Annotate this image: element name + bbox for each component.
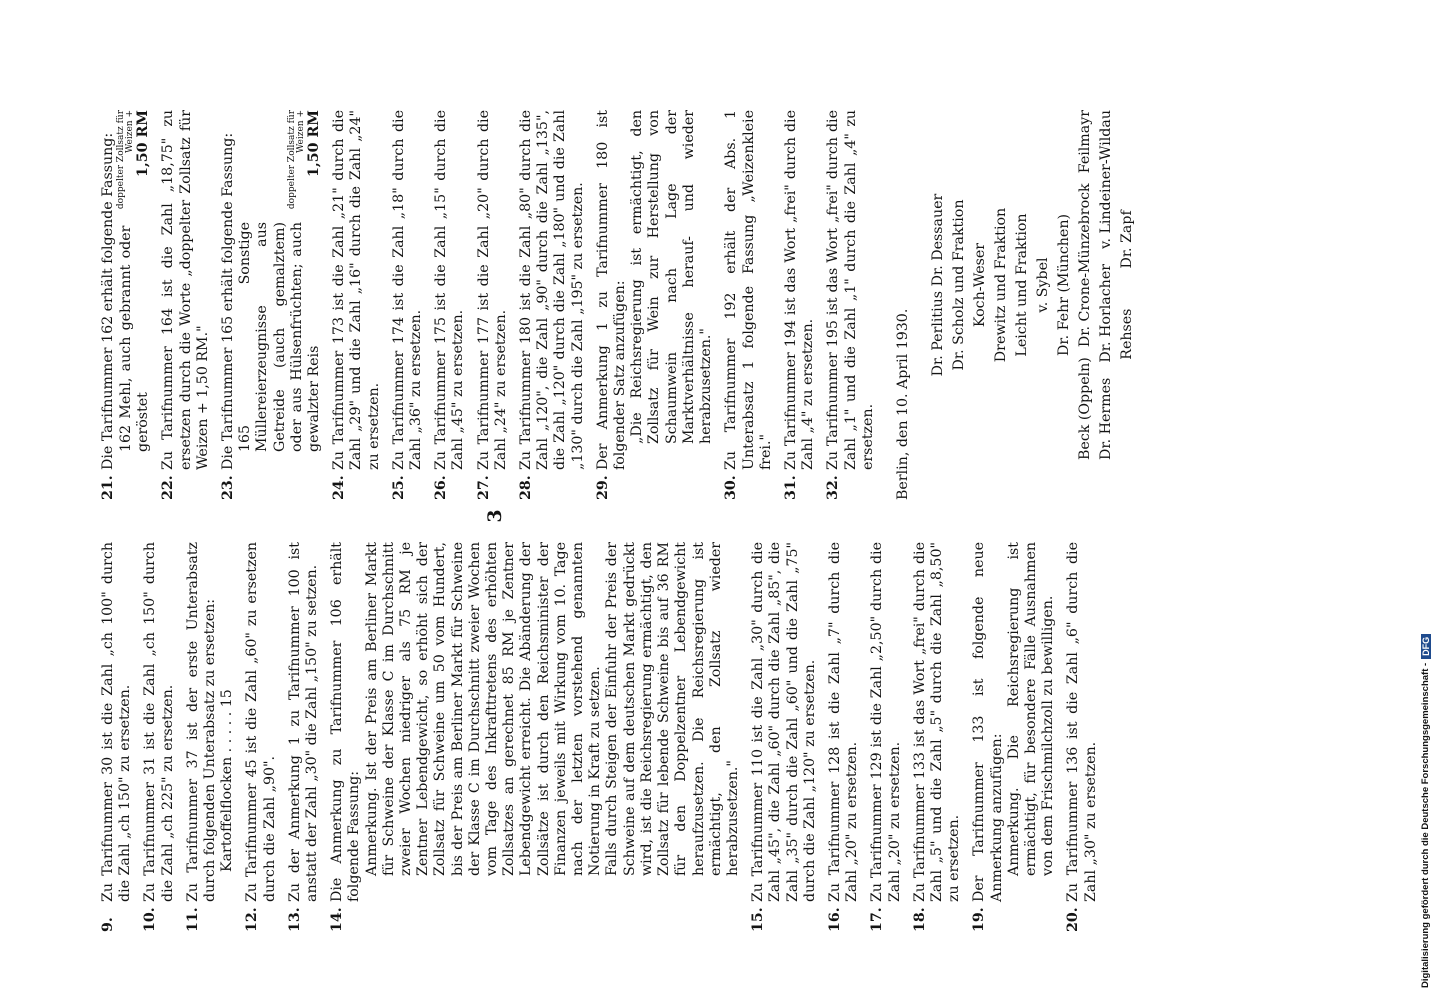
signatory-name: Rehses — [1119, 308, 1136, 360]
rotated-page-stage — [92, 92, 1312, 940]
signatory-row — [1117, 110, 1138, 460]
list-item: 20. Zu Tarifnummer 136 ist die Zahl „6" durch die Zahl „30" zu ersetzen. — [1065, 542, 1099, 932]
list-item: 19. Der Tarifnummer 133 ist folgende neue Anmerkung anzufügen: Anmerkung. Die Reichsregierung ist ermächtigt, für besondere Fälle Ausnahmen von dem Frischmilchzoll zu bewilligen. — [971, 542, 1057, 932]
signatory-name: Dr. Crone-Münzebrock — [1077, 183, 1094, 348]
annotation-quote: Anmerkung. Ist der Preis am Berliner Markt für Schweine der Klasse C im Durchschnitt zweier Wochen niedriger als 75 RM je Zentner Lebendgewicht, so erhöht sich der Zollsatz für Schweine um 50 vom Hundert, bis der Preis am Berliner Markt für Schweine der Klasse C im Durchschnitt zweier Wochen vom Tage des Inkrafttretens des erhöhten Zollsatzes an gerechnet 85 RM je Zentner Lebendgewicht erreicht. Die Abänderung der Zollsätze ist durch den Reichsminister der Finanzen jeweils mit Wirkung vom 10. Tage nach der letzten vorstehend genannten Notierung in Kraft zu setzen. Falls durch Steigen der Einfuhr der Preis der Schweine auf dem deutschen Markt gedrückt wird, ist die Reichsregierung ermächtigt, den Zollsatz für lebende Schweine bis auf 36 RM für den Doppelzentner Lebendgewicht heraufzusetzen. Die Reichsregierung ist ermächtigt, den Zollsatz wieder herabzusetzen." — [363, 542, 741, 876]
document-page — [92, 92, 1312, 940]
signatories-block — [928, 110, 1138, 460]
list-item: 27. Zu Tarifnummer 177 ist die Zahl „20" durch die Zahl „24" zu ersetzen. — [475, 110, 509, 500]
tariff-row: 165 Sonstige Müllereierzeugnisse aus Getreide (auch gemalztem) oder aus Hülsenfrüchten; auch gewalzter Reis doppelter Zollsatz für Weizen + 1,50 RM — [237, 110, 323, 452]
annotation-quote: „Die Reichsregierung ist ermächtigt, den Zollsatz für Wein zur Herstellung von Schaumwein nach Lage der Marktverhältnisse herauf- und wieder herabzusetzen." — [629, 110, 715, 444]
list-item: 31. Zu Tarifnummer 194 ist das Wort „frei" durch die Zahl „4" zu ersetzen. — [782, 110, 817, 500]
list-item: 26. Zu Tarifnummer 175 ist die Zahl „15" durch die Zahl „45" zu ersetzen. — [433, 110, 467, 500]
list-item: 11. Zu Tarifnummer 37 ist der erste Unterabsatz durch folgenden Unterabsatz zu ersetzen: Kartoffelflocken . . . . . 15 — [184, 542, 236, 932]
list-item: 23. Die Tarifnummer 165 erhält folgende Fassung: 165 Sonstige Müllereierzeugnisse aus Getreide (auch gemalztem) oder aus Hülsenfrüchten; auch gewalzter Reis doppelter Zollsatz für Weizen + 1,50 RM — [220, 110, 323, 500]
tariff-row: 162 Mehl, auch gebrannt oder geröstet doppelter Zollsatz für Weizen + 1,50 RM — [116, 110, 152, 452]
signatory-line: Dr. Perlitius Dr. Dessauer — [930, 193, 947, 377]
page-number: 3 — [484, 509, 506, 523]
signatory-row — [1096, 110, 1117, 460]
signatory-name: Dr. Hermes — [1098, 377, 1115, 460]
list-item: 30. Zu Tarifnummer 192 erhält der Abs. 1 Unterabsatz 1 folgende Fassung „Weizenkleie frei." — [723, 110, 774, 500]
signatory-name: Beck (Oppeln) — [1077, 357, 1094, 460]
digitization-credit: Digitalisierung gefördert durch die Deutsche Forschungsgemeinschaft - DFG — [1420, 634, 1431, 988]
list-item: 16. Zu Tarifnummer 128 ist die Zahl „7" durch die Zahl „20" zu ersetzen. — [826, 542, 861, 932]
list-item: 32. Zu Tarifnummer 195 ist das Wort „frei" durch die Zahl „1" und die Zahl „1" durch die Zahl „4" zu ersetzen. — [825, 110, 876, 500]
signatory-row — [1075, 110, 1096, 460]
right-column — [100, 110, 1138, 500]
signatory-name: v. Lindeiner-Wildau — [1098, 110, 1115, 249]
list-item: 21. Die Tarifnummer 162 erhält folgende Fassung: 162 Mehl, auch gebrannt oder geröstet doppelter Zollsatz für Weizen + 1,50 RM — [100, 110, 152, 500]
signatory-name: Feilmayr — [1077, 110, 1094, 174]
list-item: 9. Zu Tarifnummer 30 ist die Zahl „ch 100" durch die Zahl „ch 150" zu ersetzen. — [100, 542, 134, 932]
list-item: 13. Zu der Anmerkung 1 zu Tarifnummer 100 ist anstatt der Zahl „30" die Zahl „150" zu setzen. — [286, 542, 321, 932]
signatory-line: v. Sybel — [1035, 257, 1052, 313]
list-item: 14. Die Anmerkung zu Tarifnummer 106 erhält folgende Fassung: Anmerkung. Ist der Preis am Berliner Markt für Schweine der Klasse C im Durchschnitt zweier Wochen niedriger als 75 RM je Zentner Lebendgewicht, so erhöht sich der Zollsatz für Schweine um 50 vom Hundert, bis der Preis am Berliner Markt für Schweine der Klasse C im Durchschnitt zweier Wochen vom Tage des Inkrafttretens des erhöhten Zollsatzes an gerechnet 85 RM je Zentner Lebendgewicht erreicht. Die Abänderung der Zollsätze ist durch den Reichsminister der Finanzen jeweils mit Wirkung vom 10. Tage nach der letzten vorstehend genannten Notierung in Kraft zu setzen. Falls durch Steigen der Einfuhr der Preis der Schweine auf dem deutschen Markt gedrückt wird, ist die Reichsregierung ermächtigt, den Zollsatz für lebende Schweine bis auf 36 RM für den Doppelzentner Lebendgewicht heraufzusetzen. Die Reichsregierung ist ermächtigt, den Zollsatz wieder herabzusetzen." — [329, 542, 741, 932]
signatory-name: Dr. Zapf — [1119, 210, 1136, 269]
signatory-line: Drewitz und Fraktion — [993, 207, 1010, 363]
list-item: 25. Zu Tarifnummer 174 ist die Zahl „18" durch die Zahl „36" zu ersetzen. — [390, 110, 425, 500]
left-column — [100, 542, 1108, 932]
document-date: Berlin, den 10. April 1930. — [894, 308, 911, 500]
list-item: 29. Der Anmerkung 1 zu Tarifnummer 180 ist folgender Satz anzufügen: „Die Reichsregierung ist ermächtigt, den Zollsatz für Wein zur Herstellung von Schaumwein nach Lage der Marktverhältnisse herauf- und wieder herabzusetzen." — [594, 110, 715, 500]
signatory-name: Dr. Horlacher — [1098, 264, 1115, 363]
list-item: 10. Zu Tarifnummer 31 ist die Zahl „ch 150" durch die Zahl „ch 225" zu ersetzen. — [142, 542, 176, 932]
annotation-quote: Anmerkung. Die Reichsregierung ist ermächtigt, für besondere Fälle Ausnahmen von dem Frischmilchzoll zu bewilligen. — [1005, 542, 1057, 876]
signatory-line: Dr. Scholz und Fraktion — [951, 199, 968, 371]
list-item: 15. Zu Tarifnummer 110 ist die Zahl „30" durch die Zahl „45", die Zahl „60" durch die Zahl „85", die Zahl „35" durch die Zahl „60" und die Zahl „75" durch die Zahl „120" zu ersetzen. — [750, 542, 818, 932]
list-item: 17. Zu Tarifnummer 129 ist die Zahl „2,50" durch die Zahl „20" zu ersetzen. — [869, 542, 903, 932]
list-item: 28. Zu Tarifnummer 180 ist die Zahl „80" durch die Zahl „120", die Zahl „90" durch die Zahl „135", die Zahl „120" durch die Zahl „180" und die Zahl „130" durch die Zahl „195" zu ersetzen. — [518, 110, 586, 500]
tariff-line: Kartoffelflocken . . . . . 15 — [219, 689, 236, 872]
signatory-line: Leicht und Fraktion — [1014, 213, 1031, 357]
signatory-line: Koch-Weser — [972, 242, 989, 328]
list-item: 24. Zu Tarifnummer 173 ist die Zahl „21" durch die Zahl „29" und die Zahl „16" durch die Zahl „24" zu ersetzen. — [331, 110, 382, 500]
list-item: 18. Zu Tarifnummer 133 ist das Wort „frei" durch die Zahl „5" und die Zahl „5" durch die Zahl „8,50" zu ersetzen. — [911, 542, 963, 932]
signatory-line: Dr. Fehr (München) — [1056, 214, 1073, 356]
list-item: 12. Zu Tarifnummer 45 ist die Zahl „60" zu ersetzen durch die Zahl „90". — [244, 542, 278, 932]
dfg-logo: DFG — [1421, 634, 1431, 659]
list-item: 22. Zu Tarifnummer 164 ist die Zahl „18,75" zu ersetzen durch die Worte „doppelter Zollsatz für Weizen + 1,50 RM." — [160, 110, 211, 500]
